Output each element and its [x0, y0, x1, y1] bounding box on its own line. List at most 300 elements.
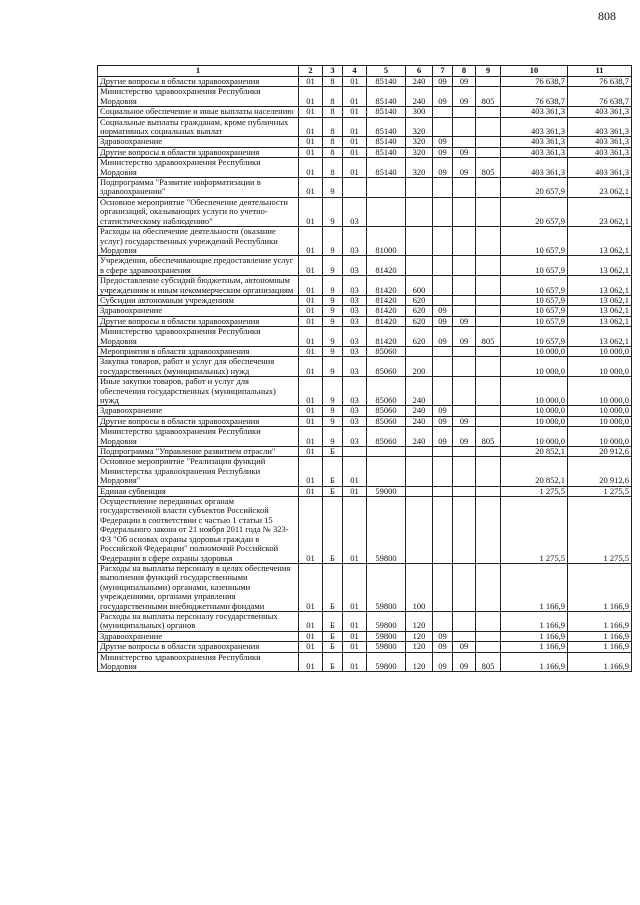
amount-cell: 1 166,9 [568, 563, 632, 611]
code-cell: 81420 [367, 306, 406, 316]
code-cell: 09 [453, 147, 476, 157]
amount-cell: 10 000,0 [568, 346, 632, 356]
code-cell: 01 [299, 107, 323, 117]
code-cell [453, 457, 476, 486]
code-cell: 03 [343, 377, 367, 406]
code-cell: 620 [406, 295, 433, 305]
code-cell: 85140 [367, 158, 406, 178]
code-cell [476, 346, 501, 356]
code-cell: 8 [323, 158, 343, 178]
code-cell: Б [323, 447, 343, 457]
code-cell: 9 [323, 256, 343, 276]
row-label: Основное мероприятие "Реализация функций Министерства здравоохранения Республики Мордовия" [98, 457, 299, 486]
amount-cell: 10 000,0 [501, 416, 568, 426]
code-cell: 85140 [367, 117, 406, 137]
amount-cell: 10 657,9 [501, 306, 568, 316]
code-cell: 01 [343, 87, 367, 107]
amount-cell: 23 062,1 [568, 197, 632, 226]
code-cell: 01 [343, 642, 367, 652]
table-row [98, 652, 632, 672]
code-cell: 01 [343, 652, 367, 672]
code-cell [433, 457, 453, 486]
amount-cell: 1 166,9 [501, 563, 568, 611]
code-cell [433, 447, 453, 457]
code-cell [476, 631, 501, 641]
row-label: Закупка товаров, работ и услуг для обеспечения государственных (муниципальных) нужд [98, 357, 299, 377]
code-cell: 9 [323, 357, 343, 377]
code-cell: 81420 [367, 295, 406, 305]
code-cell: 01 [299, 227, 323, 256]
code-cell: 01 [299, 642, 323, 652]
code-cell [453, 406, 476, 416]
code-cell: 03 [343, 256, 367, 276]
amount-cell: 1 166,9 [568, 652, 632, 672]
row-label: Другие вопросы в области здравоохранения [98, 147, 299, 157]
code-cell [453, 197, 476, 226]
code-cell [453, 306, 476, 316]
code-cell [406, 486, 433, 496]
row-label: Здравоохранение [98, 306, 299, 316]
row-label: Подпрограмма "Управление развитием отрасли" [98, 447, 299, 457]
code-cell [476, 276, 501, 296]
code-cell: 09 [433, 77, 453, 87]
code-cell [476, 306, 501, 316]
column-header: 10 [501, 66, 568, 77]
amount-cell: 403 361,3 [568, 117, 632, 137]
code-cell [476, 377, 501, 406]
column-header: 8 [453, 66, 476, 77]
code-cell [476, 486, 501, 496]
code-cell: 09 [433, 158, 453, 178]
amount-cell: 1 166,9 [568, 631, 632, 641]
code-cell [367, 457, 406, 486]
code-cell: 09 [433, 87, 453, 107]
code-cell: 09 [453, 316, 476, 326]
column-header: 9 [476, 66, 501, 77]
amount-cell: 20 852,1 [501, 457, 568, 486]
code-cell [453, 631, 476, 641]
code-cell: Б [323, 611, 343, 631]
code-cell: Б [323, 486, 343, 496]
code-cell [476, 117, 501, 137]
code-cell [433, 486, 453, 496]
code-cell: 09 [433, 137, 453, 147]
code-cell [476, 447, 501, 457]
code-cell: 09 [433, 416, 453, 426]
code-cell [367, 178, 406, 198]
code-cell: 59800 [367, 497, 406, 564]
code-cell: 01 [299, 137, 323, 147]
code-cell: 09 [433, 631, 453, 641]
amount-cell: 10 657,9 [501, 276, 568, 296]
code-cell [406, 457, 433, 486]
code-cell: 09 [453, 327, 476, 347]
row-label: Единая субвенция [98, 486, 299, 496]
code-cell: 85060 [367, 377, 406, 406]
column-header: 4 [343, 66, 367, 77]
code-cell [453, 447, 476, 457]
amount-cell: 403 361,3 [501, 147, 568, 157]
amount-cell: 10 657,9 [501, 327, 568, 347]
row-label: Министерство здравоохранения Республики Мордовия [98, 327, 299, 347]
code-cell: 59800 [367, 652, 406, 672]
code-cell: 85060 [367, 427, 406, 447]
code-cell: 805 [476, 427, 501, 447]
code-cell: Б [323, 642, 343, 652]
code-cell [453, 117, 476, 137]
code-cell: 805 [476, 87, 501, 107]
table-row [98, 457, 632, 486]
code-cell [453, 295, 476, 305]
amount-cell: 23 062,1 [568, 178, 632, 198]
code-cell: 09 [453, 77, 476, 87]
column-header: 5 [367, 66, 406, 77]
code-cell [476, 416, 501, 426]
code-cell [453, 357, 476, 377]
code-cell: 240 [406, 77, 433, 87]
table-row [98, 137, 632, 147]
code-cell: 09 [453, 416, 476, 426]
code-cell [453, 137, 476, 147]
code-cell [367, 447, 406, 457]
code-cell [433, 497, 453, 564]
code-cell: 81420 [367, 316, 406, 326]
code-cell: 01 [343, 107, 367, 117]
code-cell [476, 497, 501, 564]
table-row [98, 158, 632, 178]
code-cell [433, 276, 453, 296]
code-cell: 09 [453, 642, 476, 652]
table-row [98, 497, 632, 564]
amount-cell: 1 166,9 [568, 611, 632, 631]
table-row [98, 631, 632, 641]
code-cell: 240 [406, 427, 433, 447]
code-cell: 805 [476, 327, 501, 347]
code-cell: 01 [299, 406, 323, 416]
code-cell [433, 197, 453, 226]
code-cell: 9 [323, 427, 343, 447]
code-cell: 85060 [367, 357, 406, 377]
code-cell: 01 [299, 117, 323, 137]
table-row [98, 357, 632, 377]
code-cell [406, 178, 433, 198]
code-cell [433, 256, 453, 276]
code-cell: 01 [299, 178, 323, 198]
code-cell: 9 [323, 276, 343, 296]
code-cell: 01 [299, 357, 323, 377]
code-cell [476, 256, 501, 276]
table-row [98, 346, 632, 356]
code-cell: 03 [343, 295, 367, 305]
code-cell: 09 [433, 406, 453, 416]
code-cell [476, 227, 501, 256]
amount-cell: 20 657,9 [501, 197, 568, 226]
amount-cell: 76 638,7 [568, 77, 632, 87]
code-cell: 81420 [367, 276, 406, 296]
code-cell: 59800 [367, 563, 406, 611]
amount-cell: 10 000,0 [568, 357, 632, 377]
code-cell: 200 [406, 357, 433, 377]
amount-cell: 1 166,9 [501, 642, 568, 652]
column-header: 1 [98, 66, 299, 77]
code-cell: 59800 [367, 642, 406, 652]
code-cell [343, 447, 367, 457]
amount-cell: 10 000,0 [568, 377, 632, 406]
code-cell: 320 [406, 158, 433, 178]
code-cell [453, 346, 476, 356]
code-cell [453, 276, 476, 296]
code-cell: 01 [299, 87, 323, 107]
code-cell: 03 [343, 306, 367, 316]
code-cell [453, 256, 476, 276]
table-row [98, 563, 632, 611]
amount-cell: 10 000,0 [501, 357, 568, 377]
amount-cell: 13 062,1 [568, 306, 632, 316]
code-cell [433, 227, 453, 256]
code-cell: 8 [323, 117, 343, 137]
code-cell: 9 [323, 295, 343, 305]
code-cell [406, 447, 433, 457]
code-cell: 01 [299, 631, 323, 641]
amount-cell: 1 275,5 [501, 486, 568, 496]
code-cell: 120 [406, 611, 433, 631]
code-cell: 240 [406, 377, 433, 406]
amount-cell: 20 912,6 [568, 447, 632, 457]
code-cell: Б [323, 457, 343, 486]
row-label: Министерство здравоохранения Республики Мордовия [98, 87, 299, 107]
amount-cell: 13 062,1 [568, 276, 632, 296]
code-cell [453, 497, 476, 564]
code-cell: 09 [433, 642, 453, 652]
code-cell: 01 [299, 147, 323, 157]
code-cell: 09 [453, 87, 476, 107]
amount-cell: 13 062,1 [568, 227, 632, 256]
code-cell: 8 [323, 107, 343, 117]
table-row [98, 642, 632, 652]
code-cell [476, 406, 501, 416]
code-cell: 01 [299, 158, 323, 178]
row-label: Другие вопросы в области здравоохранения [98, 642, 299, 652]
amount-cell: 1 166,9 [501, 631, 568, 641]
code-cell: 01 [299, 295, 323, 305]
row-label: Здравоохранение [98, 631, 299, 641]
amount-cell: 403 361,3 [568, 137, 632, 147]
table-row [98, 611, 632, 631]
amount-cell: 10 000,0 [501, 377, 568, 406]
code-cell [433, 377, 453, 406]
budget-table [97, 65, 632, 672]
table-row [98, 256, 632, 276]
row-label: Здравоохранение [98, 406, 299, 416]
code-cell: 85060 [367, 416, 406, 426]
code-cell: 320 [406, 137, 433, 147]
code-cell: 120 [406, 631, 433, 641]
code-cell: 85140 [367, 107, 406, 117]
code-cell: 81000 [367, 227, 406, 256]
row-label: Социальное обеспечение и иные выплаты населению [98, 107, 299, 117]
table-row [98, 406, 632, 416]
code-cell: 805 [476, 158, 501, 178]
amount-cell: 10 657,9 [501, 227, 568, 256]
table-row [98, 178, 632, 198]
amount-cell: 403 361,3 [568, 158, 632, 178]
column-header: 3 [323, 66, 343, 77]
code-cell [406, 497, 433, 564]
code-cell: 09 [433, 306, 453, 316]
amount-cell: 10 000,0 [568, 427, 632, 447]
code-cell: 01 [343, 611, 367, 631]
code-cell: 8 [323, 147, 343, 157]
code-cell [433, 107, 453, 117]
row-label: Основное мероприятие "Обеспечение деятельности организаций, оказывающих услуги по учетно-статистическому наблюдению" [98, 197, 299, 226]
code-cell [476, 137, 501, 147]
code-cell: 85140 [367, 147, 406, 157]
code-cell: 01 [299, 306, 323, 316]
code-cell: 09 [433, 652, 453, 672]
code-cell [453, 178, 476, 198]
code-cell [433, 611, 453, 631]
row-label: Субсидии автономным учреждениям [98, 295, 299, 305]
code-cell: 03 [343, 406, 367, 416]
code-cell: 01 [343, 147, 367, 157]
table-row [98, 77, 632, 87]
code-cell: 01 [299, 457, 323, 486]
code-cell: 805 [476, 652, 501, 672]
code-cell [476, 457, 501, 486]
code-cell [453, 107, 476, 117]
code-cell: 9 [323, 377, 343, 406]
code-cell: 09 [433, 427, 453, 447]
code-cell [343, 178, 367, 198]
code-cell [476, 611, 501, 631]
amount-cell: 403 361,3 [501, 158, 568, 178]
code-cell: 240 [406, 416, 433, 426]
code-cell: 01 [299, 652, 323, 672]
row-label: Расходы на выплаты персоналу государственных (муниципальных) органов [98, 611, 299, 631]
code-cell: 8 [323, 137, 343, 147]
code-cell: 100 [406, 563, 433, 611]
code-cell: 09 [433, 327, 453, 347]
code-cell [433, 357, 453, 377]
amount-cell: 403 361,3 [568, 147, 632, 157]
amount-cell: 20 657,9 [501, 178, 568, 198]
code-cell: 320 [406, 117, 433, 137]
code-cell [406, 197, 433, 226]
code-cell: 01 [299, 447, 323, 457]
amount-cell: 13 062,1 [568, 295, 632, 305]
amount-cell: 10 000,0 [501, 406, 568, 416]
code-cell: 01 [343, 137, 367, 147]
table-body [98, 77, 632, 672]
row-label: Иные закупки товаров, работ и услуг для обеспечения государственных (муниципальных) нужд [98, 377, 299, 406]
code-cell: 01 [299, 416, 323, 426]
code-cell: 59000 [367, 486, 406, 496]
row-label: Мероприятия в области здравоохранения [98, 346, 299, 356]
code-cell: 01 [299, 497, 323, 564]
table-header-row [98, 66, 632, 77]
code-cell: 09 [433, 316, 453, 326]
code-cell [476, 77, 501, 87]
code-cell: 01 [343, 77, 367, 87]
code-cell: 03 [343, 276, 367, 296]
code-cell [476, 147, 501, 157]
table-row [98, 147, 632, 157]
code-cell: 8 [323, 77, 343, 87]
amount-cell: 13 062,1 [568, 327, 632, 347]
code-cell [453, 377, 476, 406]
code-cell: 03 [343, 357, 367, 377]
amount-cell: 10 657,9 [501, 295, 568, 305]
code-cell: 620 [406, 327, 433, 347]
amount-cell: 10 657,9 [501, 316, 568, 326]
code-cell: 240 [406, 87, 433, 107]
code-cell [367, 197, 406, 226]
amount-cell: 76 638,7 [568, 87, 632, 107]
code-cell: 9 [323, 346, 343, 356]
code-cell: 03 [343, 197, 367, 226]
code-cell: 01 [343, 158, 367, 178]
amount-cell: 13 062,1 [568, 316, 632, 326]
code-cell: 09 [453, 427, 476, 447]
code-cell: 9 [323, 197, 343, 226]
code-cell: 01 [343, 457, 367, 486]
amount-cell: 403 361,3 [501, 137, 568, 147]
code-cell: 01 [299, 197, 323, 226]
table-row [98, 295, 632, 305]
code-cell: Б [323, 631, 343, 641]
code-cell [406, 256, 433, 276]
code-cell: 01 [343, 563, 367, 611]
table-row [98, 306, 632, 316]
code-cell: 03 [343, 427, 367, 447]
code-cell: 620 [406, 316, 433, 326]
table-row [98, 316, 632, 326]
code-cell: 09 [433, 147, 453, 157]
code-cell: 09 [453, 652, 476, 672]
table-row [98, 377, 632, 406]
row-label: Расходы на обеспечение деятельности (оказание услуг) государственных учреждений Республики Мордовия [98, 227, 299, 256]
amount-cell: 10 000,0 [568, 406, 632, 416]
table-row [98, 327, 632, 347]
code-cell [453, 486, 476, 496]
table-row [98, 117, 632, 137]
amount-cell: 403 361,3 [568, 107, 632, 117]
code-cell: 120 [406, 652, 433, 672]
code-cell [453, 227, 476, 256]
row-label: Осуществление переданных органам государственной власти субъектов Российской Федерации в соответствии с частью 1 статьи 15 Федерального закона от 21 ноября 2011 года № 323-ФЗ "Об основах охраны здоровья граждан в Российской Федерации" полномочий Российской Федерации в сфере охраны здоровья [98, 497, 299, 564]
code-cell: 8 [323, 87, 343, 107]
code-cell [433, 117, 453, 137]
code-cell: 01 [299, 427, 323, 447]
code-cell: 9 [323, 406, 343, 416]
code-cell: 59800 [367, 631, 406, 641]
row-label: Социальные выплаты гражданам, кроме публичных нормативных социальных выплат [98, 117, 299, 137]
amount-cell: 403 361,3 [501, 117, 568, 137]
code-cell [433, 295, 453, 305]
code-cell: 03 [343, 327, 367, 347]
code-cell [476, 107, 501, 117]
code-cell [476, 642, 501, 652]
amount-cell: 20 912,6 [568, 457, 632, 486]
amount-cell: 1 166,9 [501, 652, 568, 672]
code-cell: Б [323, 563, 343, 611]
code-cell [453, 611, 476, 631]
code-cell: 9 [323, 316, 343, 326]
code-cell: 620 [406, 306, 433, 316]
code-cell [476, 316, 501, 326]
code-cell [406, 227, 433, 256]
code-cell: 9 [323, 178, 343, 198]
